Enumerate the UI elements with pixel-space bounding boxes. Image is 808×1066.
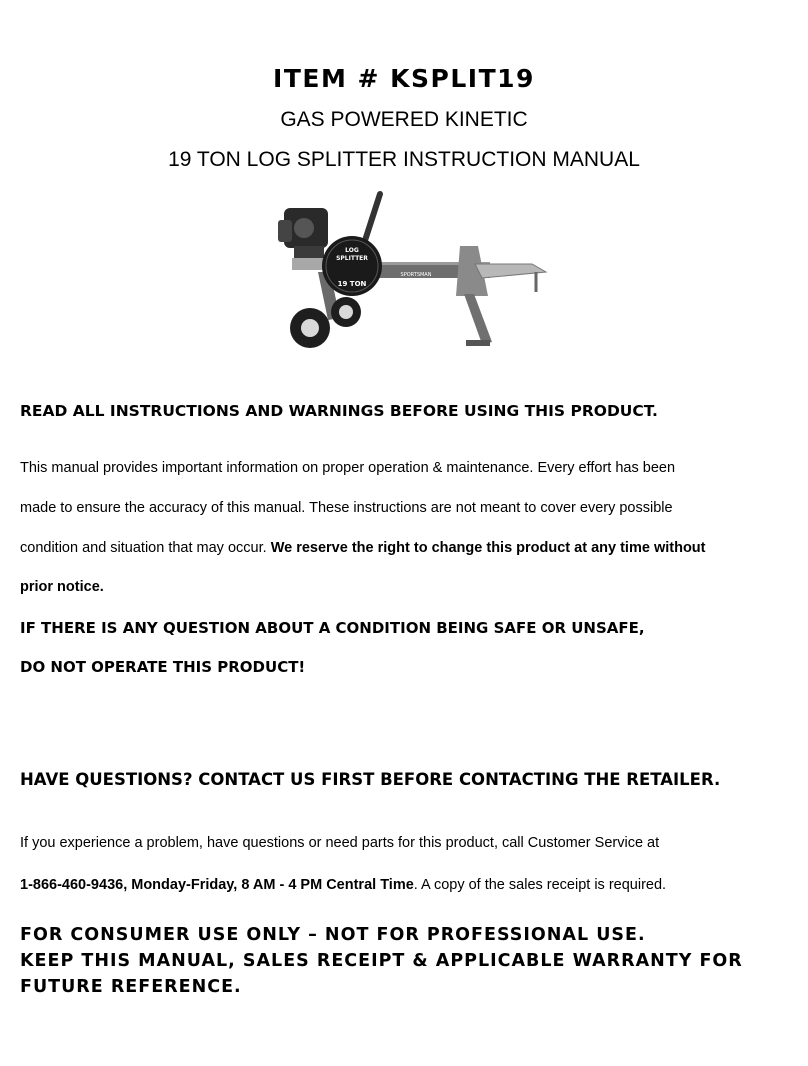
contact-line-1: If you experience a problem, have questions or need parts for this product, call Customer Service at <box>20 835 660 851</box>
log-splitter-illustration <box>270 186 560 358</box>
rear-foot <box>466 340 490 346</box>
intro-line-3 <box>20 540 705 556</box>
questions-heading: HAVE QUESTIONS? CONTACT US FIRST BEFORE CONTACTING THE RETAILER. <box>20 770 721 789</box>
intro-line-4 <box>20 579 104 595</box>
footer-warning-line-1: FOR CONSUMER USE ONLY – NOT FOR PROFESSIONAL USE. <box>20 925 646 945</box>
engine-base <box>294 246 324 258</box>
intro-line-2: made to ensure the accuracy of this manual. These instructions are not meant to cover every possible <box>20 500 673 516</box>
manual-title: 19 TON LOG SPLITTER INSTRUCTION MANUAL <box>168 148 640 171</box>
product-subtitle: GAS POWERED KINETIC <box>280 108 528 131</box>
rear-leg <box>464 294 492 344</box>
intro-line-1: This manual provides important information on proper operation & maintenance. Every effort has been <box>20 460 676 476</box>
engine-side <box>278 220 292 242</box>
intro-line-3-bold: We reserve the right to change this product at any time without <box>270 540 706 556</box>
contact-phone-hours: 1-866-460-9436, Monday-Friday, 8 AM - 4 PM Central Time <box>20 877 414 893</box>
badge-text-2: SPLITTER <box>336 255 368 262</box>
read-instructions-warning: READ ALL INSTRUCTIONS AND WARNINGS BEFORE USING THIS PRODUCT. <box>20 402 658 420</box>
badge-text-1: LOG <box>345 247 359 254</box>
footer-warning-line-3: FUTURE REFERENCE. <box>20 977 242 997</box>
footer-warning-line-2: KEEP THIS MANUAL, SALES RECEIPT & APPLICABLE WARRANTY FOR <box>20 951 743 971</box>
safety-warning-line-2: DO NOT OPERATE THIS PRODUCT! <box>20 658 306 676</box>
left-hub <box>301 319 319 337</box>
safety-warning-line-1: IF THERE IS ANY QUESTION ABOUT A CONDITION BEING SAFE OR UNSAFE, <box>20 619 645 637</box>
contact-receipt-note: . A copy of the sales receipt is required. <box>413 877 667 893</box>
right-hub <box>339 305 353 319</box>
item-number-title: ITEM # KSPLIT19 <box>273 64 535 93</box>
intro-line-3-plain: condition and situation that may occur. <box>20 540 271 556</box>
intro-line-4-bold: prior notice. <box>20 579 104 595</box>
engine-pulley <box>294 218 314 238</box>
contact-line-2 <box>20 877 666 893</box>
badge-text-3: 19 TON <box>337 280 367 288</box>
brand-text: SPORTSMAN <box>400 272 432 278</box>
